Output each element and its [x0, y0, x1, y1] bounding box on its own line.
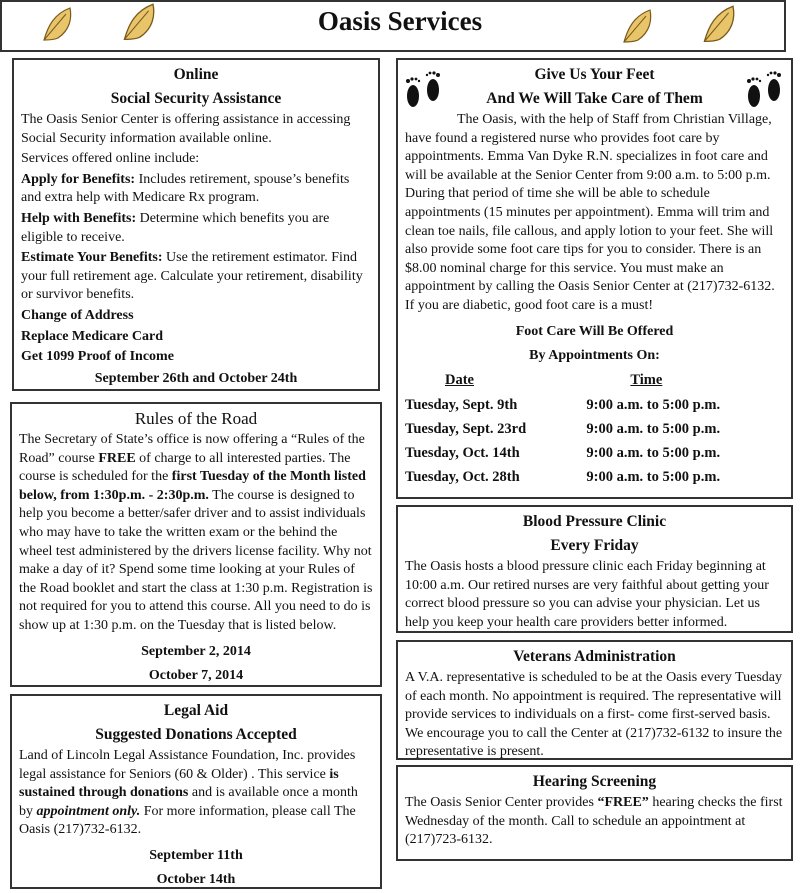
section-subtitle: Every Friday — [550, 537, 639, 554]
subheading: Foot Care Will Be Offered — [515, 323, 674, 339]
footprints-icon — [745, 68, 785, 108]
page-title: Oasis Services — [317, 6, 483, 36]
service-item: Estimate Your Benefits: Use the retirement estimator. Find your full retirement age. Calculate your retirement, disability or survivor benefits. — [21, 250, 363, 303]
section-subtitle: And We Will Take Care of Them — [486, 90, 703, 107]
page-header — [0, 0, 786, 52]
legal-aid-section — [10, 694, 382, 889]
service-item: Get 1099 Proof of Income — [21, 349, 174, 365]
veterans-section — [396, 640, 793, 760]
section-title: Hearing Screening — [532, 773, 657, 790]
col-time: Time — [630, 372, 663, 389]
intro-text: The Oasis Senior Center is offering assistance in accessing Social Security information available online. — [21, 112, 351, 146]
col-date: Date — [445, 372, 474, 389]
section-subtitle: Social Security Assistance — [110, 90, 282, 107]
blood-pressure-section — [396, 505, 793, 633]
table-row: Tuesday, Sept. 9th 9:00 a.m. to 5:00 p.m. — [405, 397, 721, 414]
body-text: A V.A. representative is scheduled to be at the Oasis every Tuesday of each month. No appointment is required. The representative will provide services to individuals on a first- come first-served basis. We encourage you to call the Center at (217)732-6132 to insure the representative is present. — [405, 670, 783, 760]
date: October 7, 2014 — [148, 667, 244, 683]
section-title: Online — [173, 66, 219, 83]
table-row: Tuesday, Oct. 14th 9:00 a.m. to 5:00 p.m. — [405, 445, 721, 462]
section-title: Veterans Administration — [513, 648, 676, 665]
online-ss-section — [12, 58, 380, 391]
oak-leaf-icon — [700, 4, 736, 44]
section-title: Legal Aid — [163, 702, 229, 719]
service-item: Change of Address — [21, 307, 134, 323]
body-text: The Secretary of State’s office is now offering a “Rules of the Road” course FREE of charge to all interested parties. The course is scheduled for the first Tuesday of the Month listed below, from 1:30p.m. - 2:30p.m. The course is designed to help you become a better/safer driver and to assist individuals who may have to take the written exam or the behind the wheel test administered by the drivers license facility. Why not make a day of it? Spend some time looking at your Rules of the Road booklet and start the class at 1:30 p.m. Registration is not required for you to attend this course. All you need to do is show up at 1:30 p.m. on the Tuesday that is listed below. — [19, 432, 373, 633]
section-title: Blood Pressure Clinic — [522, 513, 667, 530]
foot-care-section — [396, 58, 793, 499]
services-intro: Services offered online include: — [21, 151, 200, 167]
hearing-section — [396, 765, 793, 861]
service-item: Replace Medicare Card — [21, 328, 164, 344]
body-text: The Oasis Senior Center provides “FREE” hearing checks the first Wednesday of the month. Call to schedule an appointment at (217)723-6132. — [405, 795, 783, 848]
body-text: The Oasis, with the help of Staff from Christian Village, have found a registered nurse who provides foot care by appointments. Emma Van Dyke R.N. specializes in foot care and will be available at the Senior Center from 9:00 a.m. to 5:00 p.m. During that period of time she will be able to schedule appointments (15 minutes per appointment). Emma will trim and clean toe nails, file callous, and apply lotion to your feet. She will also provide some foot care tips for you to consider. There is an $8.00 nominal charge for this service. You must make an appointment by calling the Oasis Senior Center at (217)732-6132. If you are diabetic, good foot care is a must! — [405, 112, 775, 313]
subheading: By Appointments On: — [529, 347, 660, 363]
dates: September 26th and October 24th — [94, 370, 298, 386]
date: September 11th — [149, 847, 243, 863]
date: October 14th — [156, 871, 236, 887]
table-row: Tuesday, Oct. 28th 9:00 a.m. to 5:00 p.m. — [405, 469, 721, 486]
rules-of-road-section — [10, 402, 382, 687]
body-text: The Oasis hosts a blood pressure clinic each Friday beginning at 10:00 a.m. Our retired nurses are very faithful about getting your correct blood pressure so you can advise your physician. Let us help you keep your health care providers better informed. — [405, 559, 769, 630]
date: September 2, 2014 — [141, 643, 251, 659]
service-item: Apply for Benefits: Includes retirement, spouse’s benefits and extra help with Medicare Rx program. — [21, 171, 350, 206]
section-subtitle: Suggested Donations Accepted — [95, 726, 297, 743]
service-item: Help with Benefits: Determine which benefits you are eligible to receive. — [21, 210, 330, 245]
oak-leaf-icon — [620, 8, 656, 44]
section-title: Rules of the Road — [134, 409, 258, 428]
appointment-table — [405, 368, 784, 490]
section-title: Give Us Your Feet — [534, 66, 655, 83]
footprints-icon — [404, 68, 444, 108]
body-text: Land of Lincoln Legal Assistance Foundation, Inc. provides legal assistance for Seniors (60 & Older) . This service is sustained through donations and is available once a month by appointment only. For more information, please call The Oasis (217)732-6132. — [19, 748, 358, 838]
table-row: Tuesday, Sept. 23rd 9:00 a.m. to 5:00 p.m. — [405, 421, 721, 438]
